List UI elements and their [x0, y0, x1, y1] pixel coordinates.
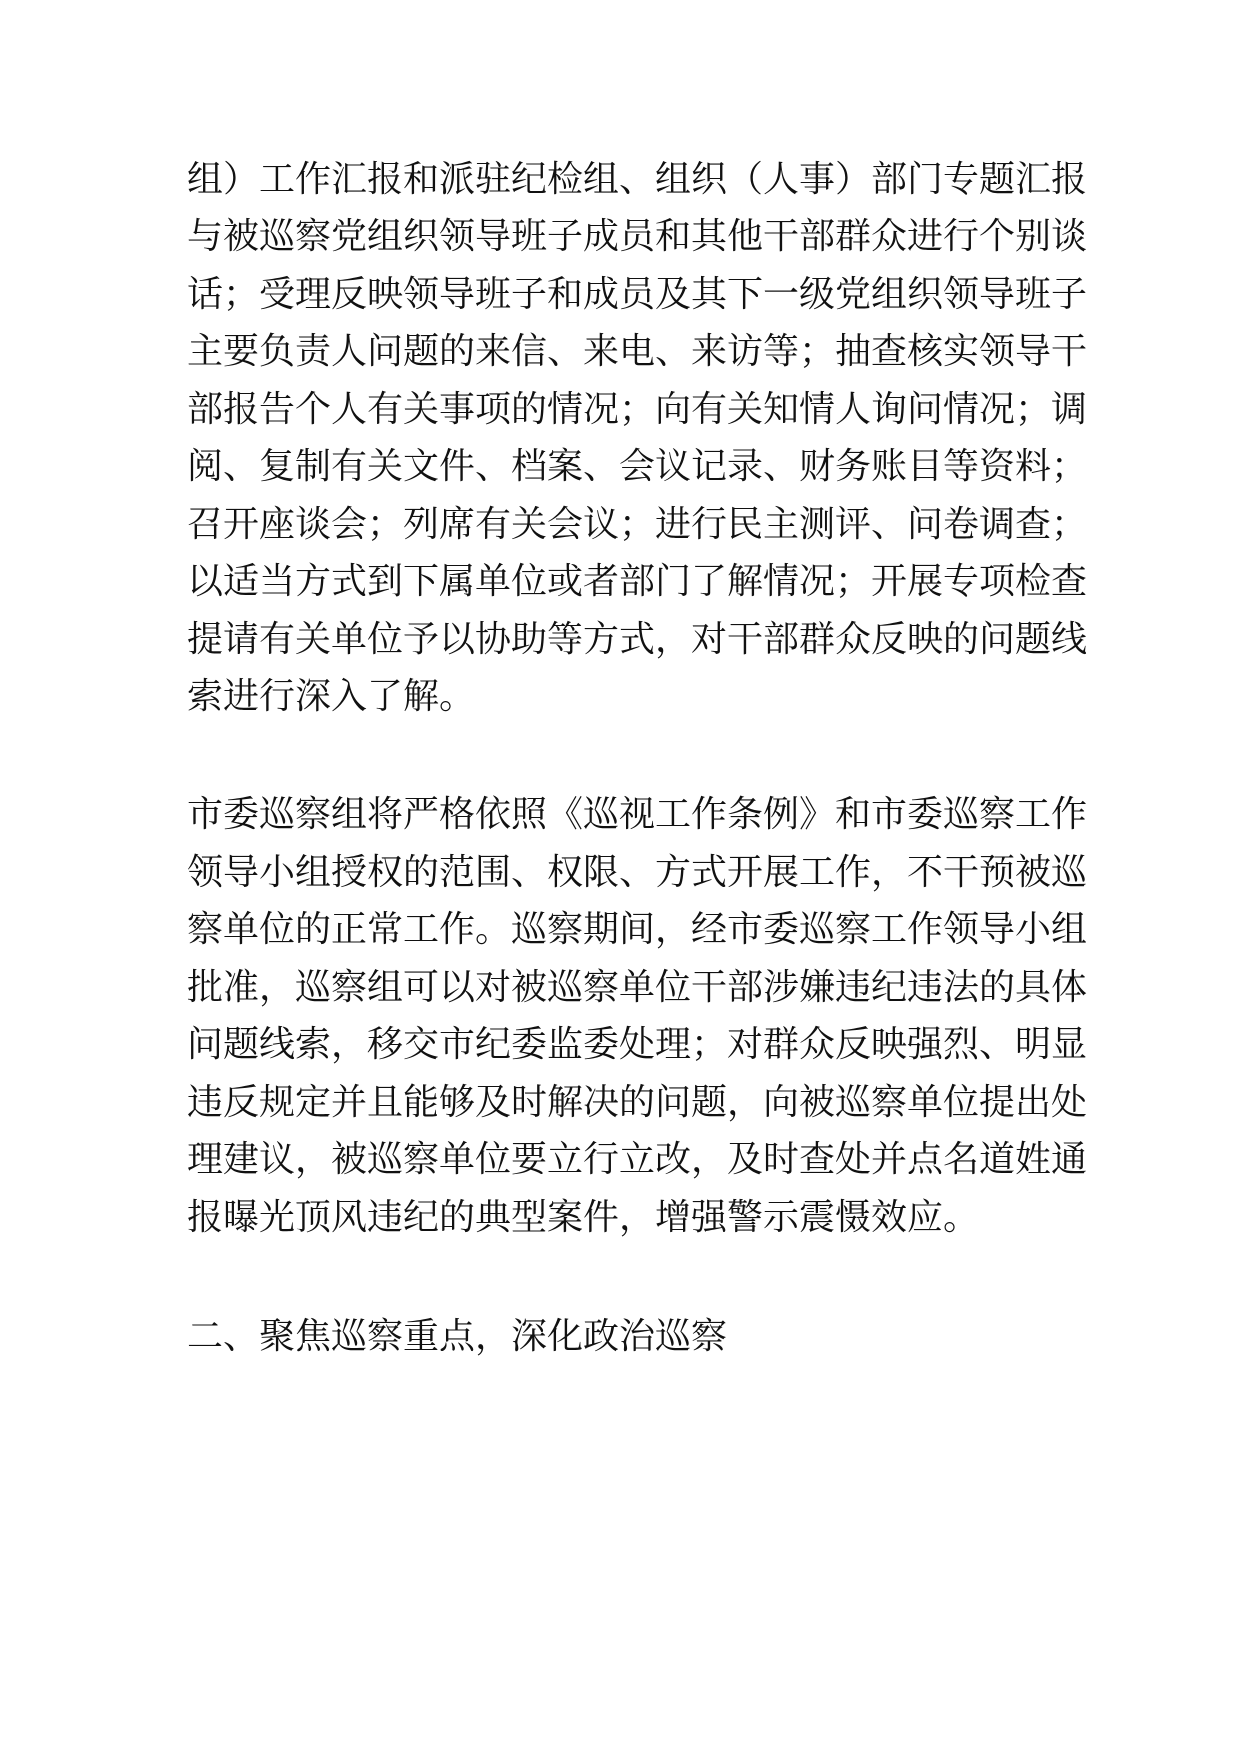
paragraph-1-line: 阅、复制有关文件、档案、会议记录、财务账目等资料；	[187, 446, 1088, 487]
paragraph-1-line: 以适当方式到下属单位或者部门了解情况；开展专项检查	[187, 561, 1088, 602]
paragraph-2-line: 问题线索，移交市纪委监委处理；对群众反映强烈、明显	[187, 1024, 1088, 1065]
paragraph-1-line: 话；受理反映领导班子和成员及其下一级党组织领导班子	[187, 274, 1088, 315]
paragraph-2-line: 批准，巡察组可以对被巡察单位干部涉嫌违纪违法的具体	[187, 967, 1088, 1008]
paragraph-2-line: 理建议，被巡察单位要立行立改，及时查处并点名道姓通	[187, 1139, 1088, 1180]
paragraph-1-line: 部报告个人有关事项的情况；向有关知情人询问情况；调	[187, 389, 1088, 430]
paragraph-2-line: 报曝光顶风违纪的典型案件，增强警示震慑效应。	[187, 1197, 980, 1238]
paragraph-2-line: 察单位的正常工作。巡察期间，经市委巡察工作领导小组	[187, 909, 1088, 950]
paragraph-2-line: 领导小组授权的范围、权限、方式开展工作，不干预被巡	[187, 852, 1088, 893]
paragraph-1-line: 召开座谈会；列席有关会议；进行民主测评、问卷调查；	[187, 504, 1088, 545]
paragraph-1-line: 主要负责人问题的来信、来电、来访等；抽查核实领导干	[187, 331, 1088, 372]
paragraph-1-line: 组）工作汇报和派驻纪检组、组织（人事）部门专题汇报	[187, 159, 1088, 200]
paragraph-2-line: 市委巡察组将严格依照《巡视工作条例》和市委巡察工作	[187, 794, 1088, 835]
paragraph-1-line: 与被巡察党组织领导班子成员和其他干部群众进行个别谈	[187, 216, 1088, 257]
paragraph-1-line: 索进行深入了解。	[187, 676, 476, 717]
paragraph-2-line: 违反规定并且能够及时解决的问题，向被巡察单位提出处	[187, 1082, 1088, 1123]
section-heading: 二、聚焦巡察重点，深化政治巡察	[187, 1316, 728, 1357]
paragraph-1-line: 提请有关单位予以协助等方式，对干部群众反映的问题线	[187, 619, 1088, 660]
